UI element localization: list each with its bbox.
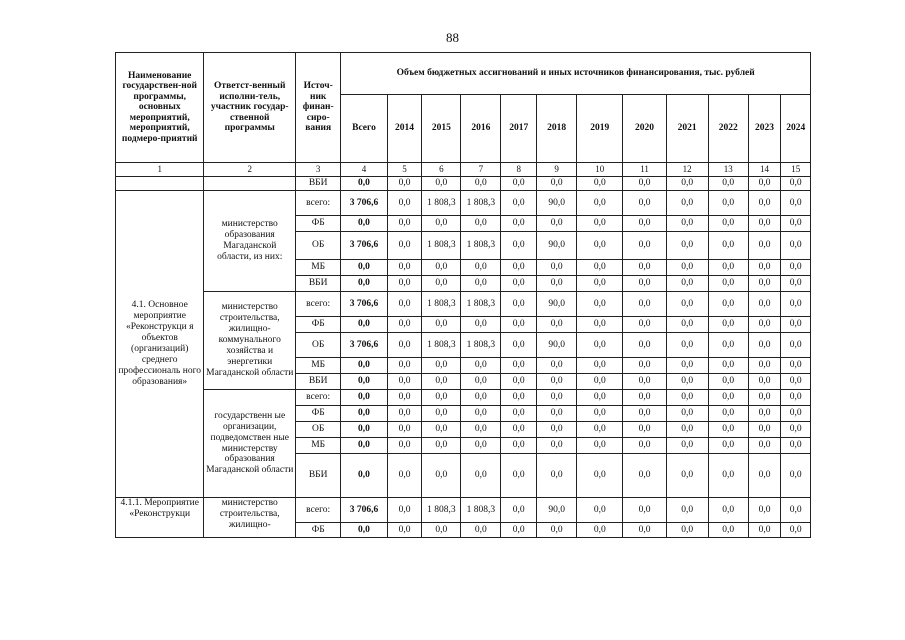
value-cell: 0,0 [623, 438, 666, 454]
value-cell: 0,0 [577, 438, 623, 454]
value-cell: 0,0 [748, 292, 781, 317]
table-row [116, 390, 811, 406]
header-year-2023: 2023 [748, 95, 781, 163]
header-year-2024: 2024 [781, 95, 811, 163]
total-cell: 0,0 [341, 317, 387, 333]
value-cell: 0,0 [577, 374, 623, 390]
value-cell: 0,0 [537, 260, 577, 276]
value-cell: 0,0 [666, 358, 708, 374]
index-cell: 2 [204, 163, 296, 177]
executor-cell: министерство образования Магаданской области, из них: [204, 191, 296, 292]
value-cell: 0,0 [537, 422, 577, 438]
value-cell: 0,0 [387, 191, 422, 216]
value-cell: 0,0 [577, 276, 623, 292]
index-cell: 14 [748, 163, 781, 177]
value-cell: 0,0 [666, 177, 708, 191]
value-cell: 0,0 [461, 177, 501, 191]
value-cell: 0,0 [748, 498, 781, 523]
value-cell: 0,0 [422, 454, 461, 498]
value-cell: 0,0 [623, 374, 666, 390]
index-cell: 13 [708, 163, 748, 177]
value-cell: 0,0 [422, 406, 461, 422]
value-cell: 0,0 [537, 276, 577, 292]
value-cell: 0,0 [623, 358, 666, 374]
value-cell: 0,0 [461, 438, 501, 454]
value-cell: 0,0 [748, 216, 781, 232]
value-cell: 0,0 [781, 438, 811, 454]
value-cell: 0,0 [461, 406, 501, 422]
value-cell: 0,0 [461, 390, 501, 406]
value-cell: 0,0 [422, 177, 461, 191]
value-cell: 0,0 [387, 454, 422, 498]
header-volume: Объем бюджетных ассигнований и иных источников финансирования, тыс. рублей [341, 53, 811, 95]
value-cell: 0,0 [748, 333, 781, 358]
source-cell: ОБ [296, 422, 341, 438]
value-cell: 0,0 [666, 438, 708, 454]
value-cell: 0,0 [708, 498, 748, 523]
header-program: Наименование государствен-ной программы, основных мероприятий, мероприятий, подмеро-приятий [116, 53, 204, 163]
value-cell: 0,0 [461, 260, 501, 276]
value-cell: 0,0 [461, 454, 501, 498]
total-cell: 0,0 [341, 422, 387, 438]
value-cell: 0,0 [781, 374, 811, 390]
value-cell: 0,0 [623, 498, 666, 523]
value-cell: 0,0 [387, 216, 422, 232]
value-cell: 0,0 [537, 390, 577, 406]
budget-table [115, 52, 811, 538]
value-cell: 1 808,3 [461, 292, 501, 317]
source-cell: ОБ [296, 333, 341, 358]
index-cell: 1 [116, 163, 204, 177]
value-cell: 0,0 [577, 177, 623, 191]
total-cell: 0,0 [341, 523, 387, 538]
total-cell: 0,0 [341, 454, 387, 498]
value-cell: 0,0 [623, 276, 666, 292]
header-source: Источ-ник финан-сиро-вания [296, 53, 341, 163]
header-year-2019: 2019 [577, 95, 623, 163]
total-cell: 0,0 [341, 374, 387, 390]
table-row [116, 191, 811, 216]
value-cell: 0,0 [748, 390, 781, 406]
total-cell: 3 706,6 [341, 498, 387, 523]
value-cell: 0,0 [708, 260, 748, 276]
value-cell: 0,0 [422, 390, 461, 406]
value-cell: 0,0 [748, 454, 781, 498]
value-cell: 0,0 [422, 358, 461, 374]
index-cell: 3 [296, 163, 341, 177]
total-cell: 0,0 [341, 390, 387, 406]
source-cell: МБ [296, 358, 341, 374]
value-cell: 0,0 [781, 216, 811, 232]
total-cell: 0,0 [341, 358, 387, 374]
value-cell: 1 808,3 [461, 232, 501, 260]
value-cell: 0,0 [577, 260, 623, 276]
total-cell: 0,0 [341, 177, 387, 191]
source-cell: ФБ [296, 317, 341, 333]
value-cell: 0,0 [666, 232, 708, 260]
value-cell: 0,0 [577, 454, 623, 498]
value-cell: 0,0 [501, 374, 537, 390]
value-cell: 0,0 [623, 232, 666, 260]
source-cell: ВБИ [296, 454, 341, 498]
value-cell: 0,0 [708, 333, 748, 358]
value-cell: 0,0 [501, 438, 537, 454]
value-cell: 0,0 [666, 523, 708, 538]
value-cell: 0,0 [708, 374, 748, 390]
total-cell: 3 706,6 [341, 292, 387, 317]
value-cell: 0,0 [577, 216, 623, 232]
value-cell: 0,0 [501, 276, 537, 292]
value-cell: 0,0 [501, 292, 537, 317]
value-cell: 0,0 [422, 523, 461, 538]
value-cell: 0,0 [387, 406, 422, 422]
value-cell: 0,0 [461, 422, 501, 438]
value-cell: 0,0 [781, 358, 811, 374]
value-cell: 0,0 [748, 317, 781, 333]
table-row [116, 498, 811, 523]
value-cell: 0,0 [623, 177, 666, 191]
value-cell: 0,0 [422, 422, 461, 438]
value-cell: 0,0 [623, 216, 666, 232]
value-cell: 0,0 [501, 523, 537, 538]
index-cell: 6 [422, 163, 461, 177]
index-cell: 4 [341, 163, 387, 177]
program-cell: 4.1.1. Мероприятие «Реконструкци [116, 498, 204, 538]
index-cell: 8 [501, 163, 537, 177]
value-cell: 0,0 [537, 454, 577, 498]
value-cell: 0,0 [708, 276, 748, 292]
value-cell: 0,0 [387, 276, 422, 292]
value-cell: 0,0 [461, 374, 501, 390]
value-cell: 0,0 [748, 177, 781, 191]
header-year-2020: 2020 [623, 95, 666, 163]
value-cell: 0,0 [537, 438, 577, 454]
value-cell: 0,0 [577, 292, 623, 317]
header-year-2014: 2014 [387, 95, 422, 163]
total-cell: 3 706,6 [341, 333, 387, 358]
value-cell: 0,0 [501, 260, 537, 276]
value-cell: 0,0 [748, 191, 781, 216]
value-cell: 0,0 [577, 390, 623, 406]
value-cell: 0,0 [577, 422, 623, 438]
value-cell: 1 808,3 [422, 292, 461, 317]
source-cell: ОБ [296, 232, 341, 260]
value-cell: 0,0 [387, 317, 422, 333]
value-cell: 0,0 [781, 292, 811, 317]
value-cell: 0,0 [623, 523, 666, 538]
source-cell: ФБ [296, 406, 341, 422]
value-cell: 0,0 [537, 523, 577, 538]
value-cell: 0,0 [666, 498, 708, 523]
header-year-2017: 2017 [501, 95, 537, 163]
header-executor: Ответст-венный исполни-тель, участник государ-ственной программы [204, 53, 296, 163]
value-cell: 0,0 [577, 358, 623, 374]
value-cell: 0,0 [387, 177, 422, 191]
index-row [116, 163, 811, 177]
value-cell: 0,0 [666, 260, 708, 276]
value-cell: 1 808,3 [422, 191, 461, 216]
source-cell: всего: [296, 191, 341, 216]
value-cell: 0,0 [501, 422, 537, 438]
total-cell: 3 706,6 [341, 191, 387, 216]
source-cell: МБ [296, 438, 341, 454]
value-cell: 0,0 [781, 498, 811, 523]
executor-cell: министерство строительства, жилищно- [204, 498, 296, 538]
value-cell: 0,0 [501, 390, 537, 406]
value-cell: 90,0 [537, 333, 577, 358]
index-cell: 15 [781, 163, 811, 177]
value-cell: 0,0 [577, 191, 623, 216]
value-cell: 0,0 [708, 191, 748, 216]
value-cell: 0,0 [708, 216, 748, 232]
value-cell: 0,0 [781, 390, 811, 406]
value-cell: 0,0 [623, 292, 666, 317]
value-cell: 0,0 [422, 438, 461, 454]
executor-cell: министерство строительства, жилищно-коммунального хозяйства и энергетики Магаданской области [204, 292, 296, 390]
value-cell: 0,0 [708, 292, 748, 317]
value-cell: 0,0 [748, 422, 781, 438]
value-cell: 0,0 [708, 454, 748, 498]
index-cell: 9 [537, 163, 577, 177]
value-cell: 1 808,3 [422, 498, 461, 523]
value-cell: 0,0 [708, 438, 748, 454]
total-cell: 0,0 [341, 260, 387, 276]
program-cell: 4.1. Основное мероприятие «Реконструкци я объектов (организаций) среднего профессиональ ного образования» [116, 191, 204, 498]
value-cell: 0,0 [501, 216, 537, 232]
value-cell: 0,0 [501, 191, 537, 216]
value-cell: 0,0 [623, 191, 666, 216]
program-cell-empty [116, 177, 204, 191]
value-cell: 0,0 [623, 406, 666, 422]
value-cell: 0,0 [708, 232, 748, 260]
value-cell: 0,0 [708, 177, 748, 191]
header-year-2015: 2015 [422, 95, 461, 163]
value-cell: 0,0 [748, 260, 781, 276]
value-cell: 0,0 [387, 498, 422, 523]
value-cell: 0,0 [461, 276, 501, 292]
index-cell: 7 [461, 163, 501, 177]
total-cell: 0,0 [341, 216, 387, 232]
value-cell: 0,0 [666, 422, 708, 438]
value-cell: 0,0 [537, 406, 577, 422]
value-cell: 0,0 [666, 333, 708, 358]
value-cell: 0,0 [387, 422, 422, 438]
value-cell: 0,0 [387, 260, 422, 276]
value-cell: 0,0 [781, 232, 811, 260]
value-cell: 0,0 [461, 523, 501, 538]
header-year-2021: 2021 [666, 95, 708, 163]
value-cell: 0,0 [537, 374, 577, 390]
value-cell: 0,0 [708, 422, 748, 438]
source-cell: ВБИ [296, 374, 341, 390]
value-cell: 0,0 [577, 406, 623, 422]
value-cell: 0,0 [422, 317, 461, 333]
value-cell: 0,0 [666, 374, 708, 390]
source-cell: ВБИ [296, 276, 341, 292]
table-row [116, 292, 811, 317]
value-cell: 0,0 [577, 498, 623, 523]
value-cell: 0,0 [708, 358, 748, 374]
source-cell: ВБИ [296, 177, 341, 191]
source-cell: МБ [296, 260, 341, 276]
value-cell: 0,0 [537, 358, 577, 374]
value-cell: 0,0 [422, 260, 461, 276]
value-cell: 1 808,3 [461, 333, 501, 358]
value-cell: 0,0 [748, 358, 781, 374]
value-cell: 0,0 [781, 333, 811, 358]
value-cell: 0,0 [501, 454, 537, 498]
value-cell: 0,0 [387, 390, 422, 406]
value-cell: 90,0 [537, 292, 577, 317]
index-cell: 12 [666, 163, 708, 177]
value-cell: 0,0 [537, 216, 577, 232]
header-year-2022: 2022 [708, 95, 748, 163]
value-cell: 0,0 [537, 177, 577, 191]
value-cell: 1 808,3 [461, 498, 501, 523]
value-cell: 0,0 [781, 406, 811, 422]
value-cell: 0,0 [748, 438, 781, 454]
header-year-2016: 2016 [461, 95, 501, 163]
value-cell: 0,0 [781, 523, 811, 538]
table-row [116, 177, 811, 191]
value-cell: 0,0 [623, 260, 666, 276]
value-cell: 0,0 [781, 191, 811, 216]
value-cell: 0,0 [623, 422, 666, 438]
value-cell: 0,0 [781, 317, 811, 333]
executor-cell: государственн ые организации, подведомствен ные министерству образования Магаданской области [204, 390, 296, 498]
page-number: 88 [446, 30, 459, 45]
source-cell: ФБ [296, 523, 341, 538]
value-cell: 0,0 [748, 374, 781, 390]
value-cell: 0,0 [666, 276, 708, 292]
source-cell: всего: [296, 390, 341, 406]
value-cell: 0,0 [666, 317, 708, 333]
value-cell: 0,0 [577, 317, 623, 333]
value-cell: 0,0 [708, 406, 748, 422]
value-cell: 0,0 [708, 523, 748, 538]
value-cell: 0,0 [537, 317, 577, 333]
index-cell: 5 [387, 163, 422, 177]
executor-cell-empty [204, 177, 296, 191]
index-cell: 10 [577, 163, 623, 177]
value-cell: 0,0 [461, 358, 501, 374]
value-cell: 0,0 [666, 191, 708, 216]
value-cell: 0,0 [623, 333, 666, 358]
value-cell: 0,0 [666, 292, 708, 317]
value-cell: 0,0 [461, 216, 501, 232]
value-cell: 0,0 [501, 177, 537, 191]
value-cell: 0,0 [387, 232, 422, 260]
total-cell: 0,0 [341, 276, 387, 292]
header-total: Всего [341, 95, 387, 163]
value-cell: 0,0 [501, 406, 537, 422]
value-cell: 0,0 [422, 216, 461, 232]
value-cell: 0,0 [748, 276, 781, 292]
value-cell: 0,0 [387, 523, 422, 538]
value-cell: 90,0 [537, 232, 577, 260]
total-cell: 0,0 [341, 406, 387, 422]
value-cell: 0,0 [748, 523, 781, 538]
value-cell: 0,0 [623, 390, 666, 406]
source-cell: всего: [296, 292, 341, 317]
value-cell: 0,0 [748, 232, 781, 260]
value-cell: 0,0 [422, 276, 461, 292]
total-cell: 3 706,6 [341, 232, 387, 260]
value-cell: 0,0 [781, 422, 811, 438]
value-cell: 0,0 [577, 523, 623, 538]
value-cell: 90,0 [537, 498, 577, 523]
total-cell: 0,0 [341, 438, 387, 454]
value-cell: 0,0 [501, 317, 537, 333]
value-cell: 0,0 [666, 454, 708, 498]
value-cell: 0,0 [666, 406, 708, 422]
value-cell: 0,0 [623, 317, 666, 333]
value-cell: 0,0 [623, 454, 666, 498]
value-cell: 0,0 [577, 232, 623, 260]
value-cell: 0,0 [781, 276, 811, 292]
value-cell: 0,0 [781, 454, 811, 498]
value-cell: 1 808,3 [422, 232, 461, 260]
value-cell: 0,0 [748, 406, 781, 422]
value-cell: 0,0 [387, 438, 422, 454]
value-cell: 0,0 [666, 390, 708, 406]
value-cell: 0,0 [461, 317, 501, 333]
value-cell: 0,0 [708, 390, 748, 406]
value-cell: 0,0 [708, 317, 748, 333]
index-cell: 11 [623, 163, 666, 177]
source-cell: ФБ [296, 216, 341, 232]
value-cell: 90,0 [537, 191, 577, 216]
value-cell: 1 808,3 [461, 191, 501, 216]
value-cell: 0,0 [781, 260, 811, 276]
value-cell: 0,0 [781, 177, 811, 191]
value-cell: 0,0 [387, 358, 422, 374]
header-year-2018: 2018 [537, 95, 577, 163]
value-cell: 0,0 [422, 374, 461, 390]
value-cell: 0,0 [501, 498, 537, 523]
value-cell: 1 808,3 [422, 333, 461, 358]
value-cell: 0,0 [387, 333, 422, 358]
value-cell: 0,0 [387, 292, 422, 317]
value-cell: 0,0 [501, 358, 537, 374]
value-cell: 0,0 [501, 333, 537, 358]
value-cell: 0,0 [501, 232, 537, 260]
source-cell: всего: [296, 498, 341, 523]
value-cell: 0,0 [577, 333, 623, 358]
value-cell: 0,0 [666, 216, 708, 232]
value-cell: 0,0 [387, 374, 422, 390]
